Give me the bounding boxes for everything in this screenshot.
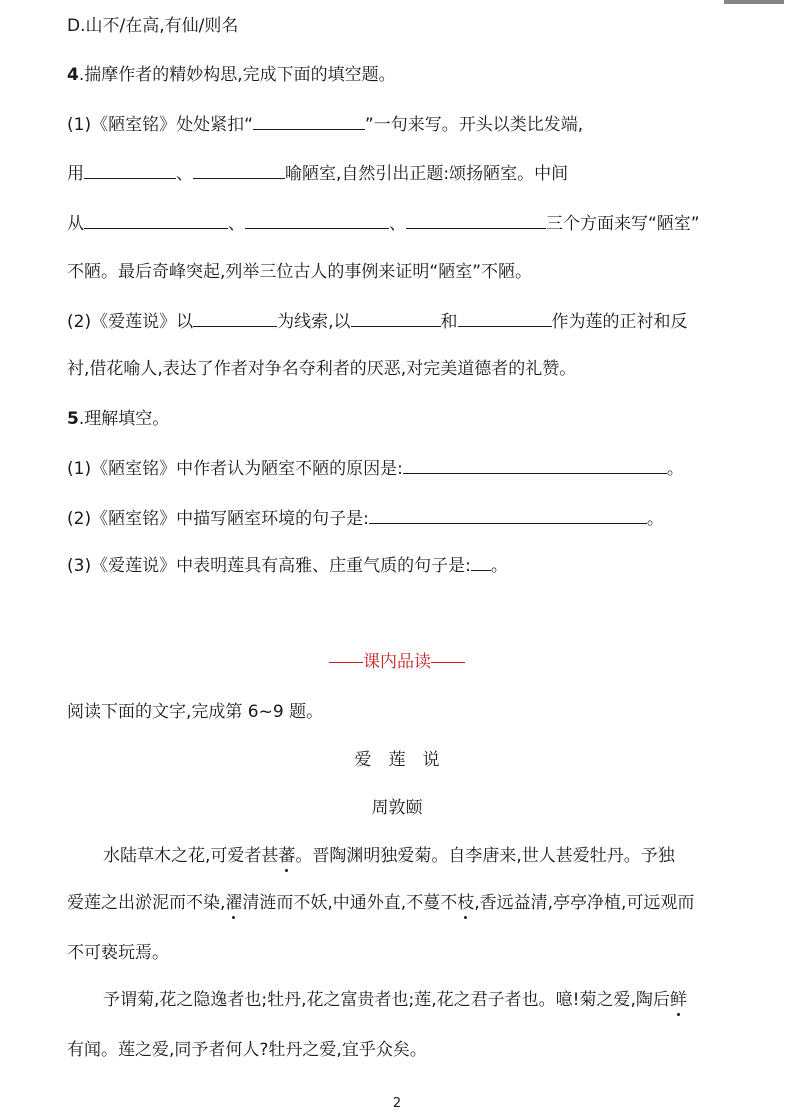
text: 。晋陶渊明独爱菊。自李唐来,世人甚爱牡丹。予独 (295, 846, 675, 866)
question-4-text: .揣摩作者的精妙构思,完成下面的填空题。 (78, 65, 396, 85)
q4-part2-line2: 衬,借花喻人,表达了作者对争名夺利者的厌恶,对完美道德者的礼赞。 (67, 359, 577, 379)
option-d: D.山不/在高,有仙/则名 (67, 16, 239, 36)
passage-p2-line1 (103, 989, 687, 1011)
text: 三个方面来写“陋室” (546, 214, 700, 234)
answer-blank[interactable] (193, 162, 285, 179)
reading-instruction: 阅读下面的文字,完成第 6~9 题。 (67, 702, 324, 722)
q5-item1 (67, 457, 684, 480)
answer-blank[interactable] (369, 507, 647, 524)
text: 作为莲的正衬和反 (551, 312, 688, 332)
text: 、 (389, 214, 406, 234)
text: ”一句来写。开头以类比发端, (364, 115, 584, 135)
text: (1)《陋室铭》处处紧扣“ (67, 115, 253, 135)
page-number: 2 (392, 1096, 402, 1111)
text: 水陆草木之花,可爱者甚 (103, 846, 279, 866)
text: 为线索,以 (277, 312, 351, 332)
passage-p2-line2: 有闻。莲之爱,同予者何人?牡丹之爱,宜乎众矣。 (67, 1040, 427, 1060)
dotted-char: 枝 (457, 893, 475, 913)
text: 喻陋室,自然引出正题:颂扬陋室。中间 (285, 164, 569, 184)
q4-part1-line4: 不陋。最后奇峰突起,列举三位古人的事例来证明“陋室”不陋。 (67, 262, 533, 282)
answer-blank[interactable] (458, 310, 552, 327)
text: (3)《爱莲说》中表明莲具有高雅、庄重气质的句子是: (67, 556, 471, 576)
text: 。 (646, 509, 664, 529)
q4-part2-line1 (67, 310, 688, 333)
answer-blank[interactable] (245, 212, 389, 229)
text: (2)《爱莲说》以 (67, 312, 194, 332)
question-4-stem (67, 64, 396, 86)
section-title: 课内品读 (363, 652, 431, 672)
passage-p1-line1 (103, 845, 675, 867)
dotted-char: 鲜 (669, 990, 687, 1010)
answer-blank[interactable] (471, 554, 491, 571)
question-5-number: 5 (67, 409, 79, 429)
q5-item2 (67, 507, 664, 530)
corner-mark (724, 0, 784, 4)
passage-p1-line2 (67, 892, 694, 914)
answer-blank[interactable] (406, 212, 546, 229)
dotted-char: 濯 (225, 893, 243, 913)
text: 从 (67, 214, 84, 234)
q4-part1-line3 (67, 212, 700, 235)
text: (2)《陋室铭》中描写陋室环境的句子是: (67, 509, 369, 529)
answer-blank[interactable] (193, 310, 277, 327)
right-rule (431, 662, 465, 663)
dotted-char: 蕃 (278, 846, 296, 866)
answer-blank[interactable] (351, 310, 441, 327)
text: 、 (176, 164, 193, 184)
text: (1)《陋室铭》中作者认为陋室不陋的原因是: (67, 459, 403, 479)
left-rule (329, 662, 363, 663)
text: 爱莲之出淤泥而不染, (67, 893, 226, 913)
question-5-stem (67, 408, 169, 430)
passage-title: 爱 莲 说 (354, 750, 440, 770)
answer-blank[interactable] (84, 162, 176, 179)
passage-author: 周敦颐 (371, 798, 423, 818)
text: ,香远益清,亭亭净植,可远观而 (474, 893, 695, 913)
text: 用 (67, 164, 84, 184)
passage-p1-line3: 不可亵玩焉。 (67, 943, 169, 963)
text: 予谓菊,花之隐逸者也;牡丹,花之富贵者也;莲,花之君子者也。噫!菊之爱,陶后 (103, 990, 670, 1010)
question-5-text: .理解填空。 (78, 409, 170, 429)
answer-blank[interactable] (253, 113, 365, 130)
question-4-number: 4 (67, 65, 79, 85)
text: 和 (440, 312, 458, 332)
answer-blank[interactable] (403, 457, 667, 474)
q4-part1-line2 (67, 162, 568, 185)
q5-item3 (67, 554, 508, 577)
answer-blank[interactable] (84, 212, 228, 229)
text: 。 (666, 459, 684, 479)
text: 、 (228, 214, 245, 234)
text: 。 (490, 556, 508, 576)
section-heading (0, 651, 794, 673)
q4-part1-line1 (67, 113, 583, 136)
text: 清涟而不妖,中通外直,不蔓不 (242, 893, 458, 913)
